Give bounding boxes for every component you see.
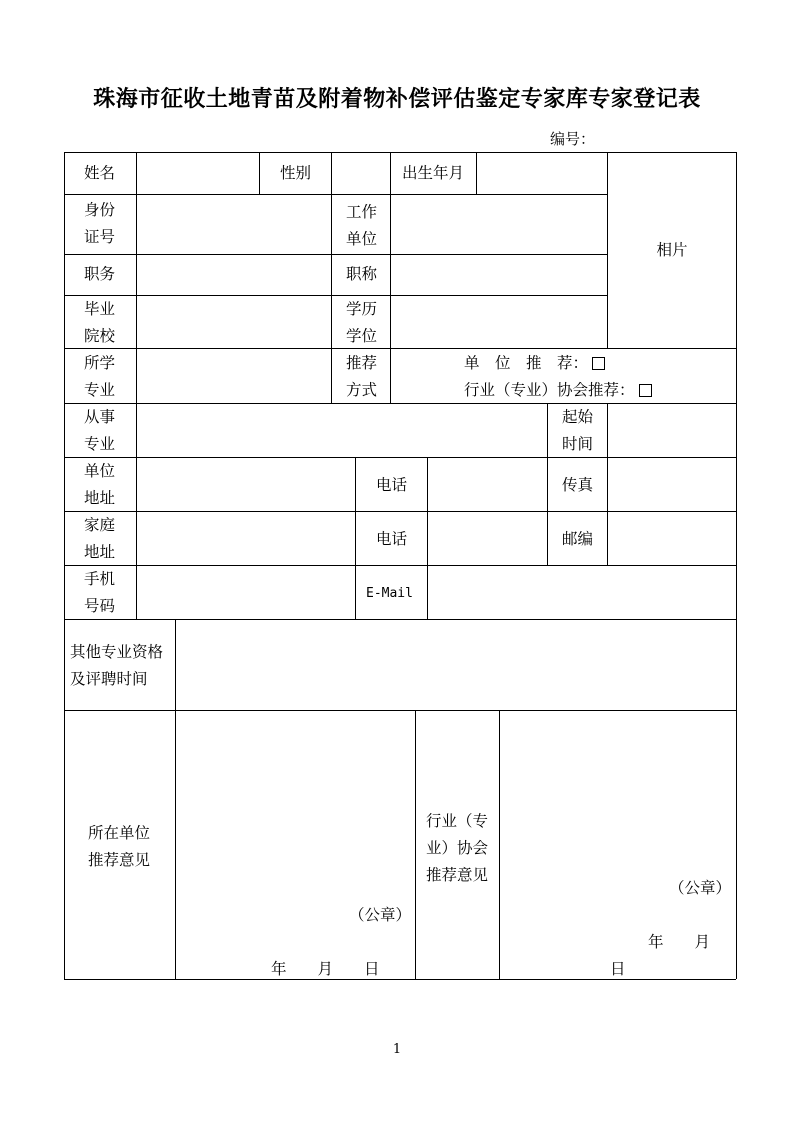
page-number: 1 — [392, 1042, 402, 1057]
field-input[interactable] — [137, 404, 546, 456]
other-qualifications-label-line2: 及评聘时间 — [70, 670, 148, 688]
start-time-label-line1: 起始 — [562, 408, 594, 426]
association-date-text-line2: 日 — [610, 960, 626, 978]
association-opinion-label-line2: 业）协会 — [426, 839, 489, 857]
gender-field[interactable] — [332, 153, 389, 193]
association-recommend-checkbox[interactable] — [639, 384, 652, 397]
column-line — [415, 710, 416, 979]
postcode-label: 邮编 — [562, 530, 594, 548]
birth-date-field[interactable] — [477, 153, 606, 193]
recommendation-option-association — [464, 377, 652, 404]
recommendation-option-unit — [464, 350, 605, 377]
mobile-field[interactable] — [137, 566, 354, 618]
table-border — [736, 152, 737, 979]
work-address-label-line1: 单位 — [84, 462, 116, 480]
home-address-label-line1: 家庭 — [84, 516, 116, 534]
id-number-label-line2: 证号 — [84, 228, 116, 246]
employer-label-line2: 单位 — [346, 230, 378, 248]
degree-label-line2: 学位 — [346, 327, 378, 345]
school-field[interactable] — [137, 296, 330, 347]
association-opinion-label-line1: 行业（专 — [426, 812, 489, 830]
title-rank-field[interactable] — [391, 255, 606, 294]
recommendation-method-label-line2: 方式 — [346, 381, 378, 399]
association-opinion-field[interactable] — [500, 711, 736, 871]
fax-label: 传真 — [562, 476, 594, 494]
title-rank-label: 职称 — [346, 265, 378, 283]
unit-opinion-label-line1: 所在单位 — [88, 824, 151, 842]
mobile-label-line2: 号码 — [84, 597, 116, 615]
postcode-field[interactable] — [608, 512, 736, 564]
start-time-label-line2: 时间 — [562, 435, 594, 453]
degree-label-line1: 学历 — [346, 300, 378, 318]
school-label-line1: 毕业 — [84, 300, 116, 318]
serial-number-label: 编号： — [550, 130, 596, 148]
email-label: E-Mail — [366, 586, 413, 601]
unit-seal-text: （公章） — [349, 906, 412, 924]
birth-date-label: 出生年月 — [402, 164, 465, 182]
recommendation-option-unit-label: 单 位 推 荐： — [464, 354, 589, 372]
recommendation-option-association-label: 行业（专业）协会推荐： — [464, 381, 635, 399]
email-field[interactable] — [428, 566, 736, 618]
home-address-field[interactable] — [137, 512, 354, 564]
mobile-label-line1: 手机 — [84, 570, 116, 588]
major-field[interactable] — [137, 349, 330, 402]
unit-opinion-label-line2: 推荐意见 — [88, 851, 151, 869]
degree-field[interactable] — [391, 296, 606, 347]
other-qualifications-field[interactable] — [176, 620, 736, 709]
association-opinion-label-line3: 推荐意见 — [426, 866, 489, 884]
work-address-field[interactable] — [137, 458, 354, 510]
home-address-label-line2: 地址 — [84, 543, 116, 561]
unit-date-text: 年 月 日 — [271, 960, 380, 978]
unit-opinion-field[interactable] — [176, 711, 414, 901]
fax-field[interactable] — [608, 458, 736, 510]
major-label-line1: 所学 — [84, 354, 116, 372]
association-seal-text: （公章） — [669, 879, 732, 897]
column-line — [355, 457, 356, 619]
home-phone-field[interactable] — [428, 512, 546, 564]
home-phone-label: 电话 — [376, 530, 408, 548]
unit-recommend-checkbox[interactable] — [592, 357, 605, 370]
employer-label-line1: 工作 — [346, 203, 378, 221]
name-label: 姓名 — [84, 164, 116, 182]
other-qualifications-label-line1: 其他专业资格 — [70, 643, 164, 661]
recommendation-method-label-line1: 推荐 — [346, 354, 378, 372]
school-label-line2: 院校 — [84, 327, 116, 345]
column-line — [259, 152, 260, 194]
position-label: 职务 — [84, 265, 116, 283]
position-field[interactable] — [137, 255, 330, 294]
association-date-text-line1: 年 月 — [648, 933, 711, 951]
page-title: 珠海市征收土地青苗及附着物补偿评估鉴定专家库专家登记表 — [93, 86, 701, 112]
work-phone-field[interactable] — [428, 458, 546, 510]
gender-label: 性别 — [280, 164, 312, 182]
name-field[interactable] — [137, 153, 258, 193]
field-label-line2: 专业 — [84, 435, 116, 453]
start-time-field[interactable] — [608, 404, 736, 456]
id-number-field[interactable] — [137, 195, 330, 253]
id-number-label-line1: 身份 — [84, 201, 116, 219]
table-border — [64, 979, 736, 980]
column-line — [547, 403, 548, 565]
photo-label: 相片 — [656, 240, 688, 259]
employer-field[interactable] — [391, 195, 606, 253]
field-label-line1: 从事 — [84, 408, 116, 426]
work-address-label-line2: 地址 — [84, 489, 116, 507]
major-label-line2: 专业 — [84, 381, 116, 399]
work-phone-label: 电话 — [376, 476, 408, 494]
